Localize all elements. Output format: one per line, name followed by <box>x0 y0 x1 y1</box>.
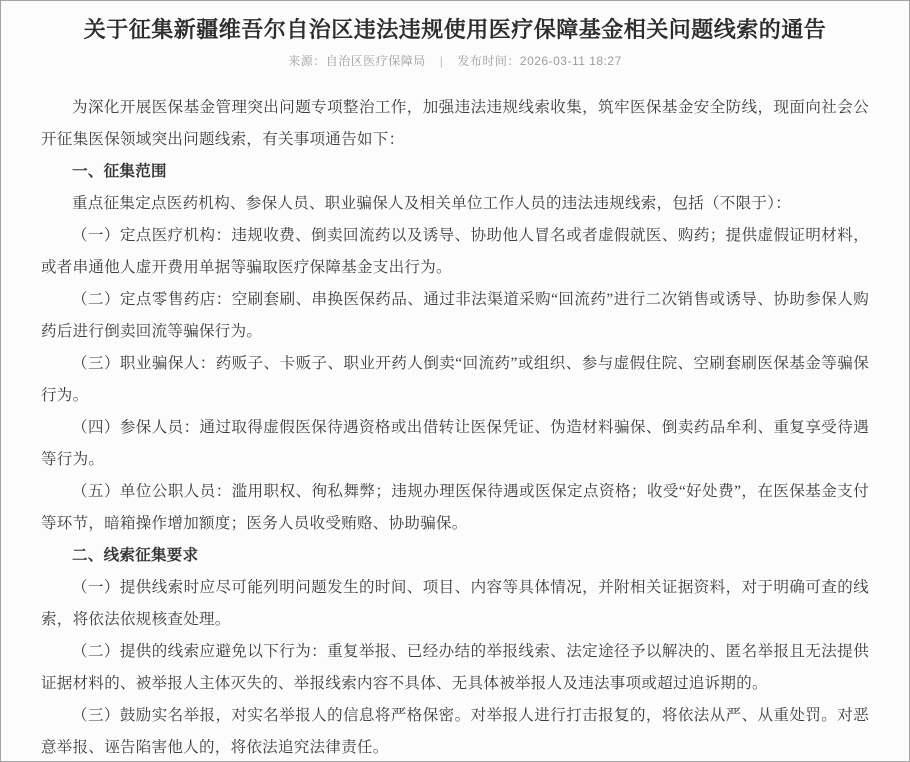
paragraph-requirement-2: （二）提供的线索应避免以下行为：重复举报、已经办结的举报线索、法定途径予以解决的、匿名举报且无法提供证据材料的、被举报人主体灭失的、举报线索内容不具体、无具体被举报人及违法事项或超过追诉期的。 <box>41 642 869 692</box>
paragraph-scope-overview: 重点征集定点医药机构、参保人员、职业骗保人及相关单位工作人员的违法违规线索，包括（不限于）： <box>72 194 792 212</box>
meta-separator: | <box>439 53 444 68</box>
paragraph-scope-item-5-public-officials: （五）单位公职人员：滥用职权、徇私舞弊；违规办理医保待遇或医保定点资格；收受“好处费”，在医保基金支付等环节，暗箱操作增加额度；医务人员收受贿赂、协助骗保。 <box>41 482 869 532</box>
source-label: 来源： <box>288 53 326 68</box>
publish-time-label: 发布时间： <box>457 53 520 68</box>
paragraph-scope-item-2-retail-pharmacies: （二）定点零售药店：空刷套刷、串换医保药品、通过非法渠道采购“回流药”进行二次销售或诱导、协助参保人购药后进行倒卖回流等骗保行为。 <box>41 290 869 340</box>
paragraph-requirement-3: （三）鼓励实名举报，对实名举报人的信息将严格保密。对举报人进行打击报复的，将依法从严、从重处罚。对恶意举报、诬告陷害他人的，将依法追究法律责任。 <box>41 706 869 756</box>
document-body <box>1 92 909 762</box>
paragraph-intro: 为深化开展医保基金管理突出问题专项整治工作，加强违法违规线索收集，筑牢医保基金安全防线，现面向社会公开征集医保领域突出问题线索，有关事项通告如下： <box>41 98 869 148</box>
source-value: 自治区医疗保障局 <box>325 53 426 68</box>
paragraph-scope-item-4-insured-persons: （四）参保人员：通过取得虚假医保待遇资格或出借转让医保凭证、伪造材料骗保、倒卖药品牟利、重复享受待遇等行为。 <box>41 418 869 468</box>
paragraph-requirement-1: （一）提供线索时应尽可能列明问题发生的时间、项目、内容等具体情况，并附相关证据资料，对于明确可查的线索，将依法依规核查处理。 <box>41 578 869 628</box>
meta-line <box>1 52 909 69</box>
page-title: 关于征集新疆维吾尔自治区违法违规使用医疗保障基金相关问题线索的通告 <box>83 17 827 42</box>
paragraph-scope-item-3-professional-fraudsters: （三）职业骗保人：药贩子、卡贩子、职业开药人倒卖“回流药”或组织、参与虚假住院、空刷套刷医保基金等骗保行为。 <box>41 354 869 404</box>
section-heading-collection-scope: 一、征集范围 <box>72 162 167 180</box>
section-heading-clue-requirements: 二、线索征集要求 <box>72 546 199 564</box>
paragraph-scope-item-1-medical-institutions: （一）定点医疗机构：违规收费、倒卖回流药以及诱导、协助他人冒名或者虚假就医、购药；提供虚假证明材料，或者串通他人虚开费用单据等骗取医疗保障基金支出行为。 <box>41 226 869 276</box>
publish-time-value: 2026-03-11 18:27 <box>519 53 622 68</box>
